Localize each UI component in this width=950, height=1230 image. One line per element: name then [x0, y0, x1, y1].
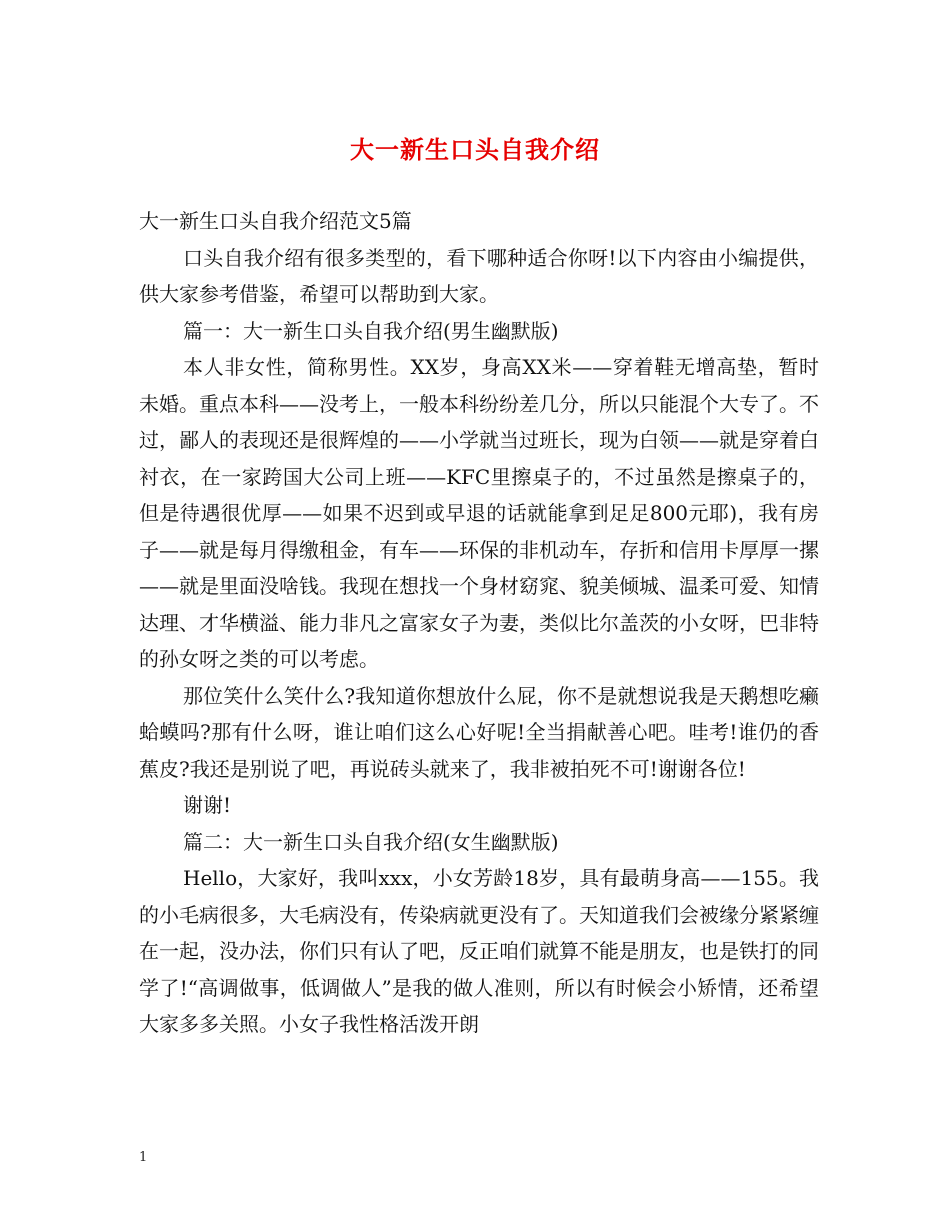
intro-paragraph: 口头自我介绍有很多类型的，看下哪种适合你呀!以下内容由小编提供，供大家参考借鉴，希望可以帮助到大家。: [139, 245, 819, 306]
section-heading-1: 篇一：大一新生口头自我介绍(男生幽默版): [183, 318, 559, 343]
document-title: 大一新生口头自我介绍: [350, 136, 600, 164]
page-number: 1: [139, 1150, 148, 1165]
body-paragraph: 本人非女性，简称男性。XX岁，身高XX米——穿着鞋无增高垫，暂时未婚。重点本科——没考上，一般本科纷纷差几分，所以只能混个大专了。不过，鄙人的表现还是很辉煌的——小学就当过班长，现为白领——就是穿着白衬衣，在一家跨国大公司上班——KFC里擦桌子的，不过虽然是擦桌子的，但是待遇很优厚——如果不迟到或早退的话就能拿到足足800元耶)，我有房子——就是每月得缴租金，有车——环保的非机动车，存折和信用卡厚厚一摞——就是里面没啥钱。我现在想找一个身材窈窕、貌美倾城、温柔可爱、知情达理、才华横溢、能力非凡之富家女子为妻，类似比尔盖茨的小女呀，巴非特的孙女呀之类的可以考虑。: [139, 355, 819, 671]
section-heading-2: 篇二：大一新生口头自我介绍(女生幽默版): [183, 829, 559, 854]
subtitle: 大一新生口头自我介绍范文5篇: [139, 209, 412, 233]
body-paragraph: 谢谢!: [183, 793, 232, 817]
document-body: [139, 203, 819, 1043]
body-paragraph: 那位笑什么笑什么?我知道你想放什么屁，你不是就想说我是天鹅想吃癞蛤蟆吗?那有什么呀，谁让咱们这么心好呢!全当捐献善心吧。哇考!谁仍的香蕉皮?我还是别说了吧，再说砖头就来了，我非被拍死不可!谢谢各位!: [139, 683, 819, 781]
body-paragraph: Hello，大家好，我叫xxx，小女芳龄18岁，具有最萌身高——155。我的小毛病很多，大毛病没有，传染病就更没有了。天知道我们会被缘分紧紧缠在一起，没办法，你们只有认了吧，反正咱们就算不能是朋友，也是铁打的同学了!“高调做事，低调做人”是我的做人准则，所以有时候会小矫情，还希望大家多多关照。小女子我性格活泼开朗: [139, 866, 819, 1036]
